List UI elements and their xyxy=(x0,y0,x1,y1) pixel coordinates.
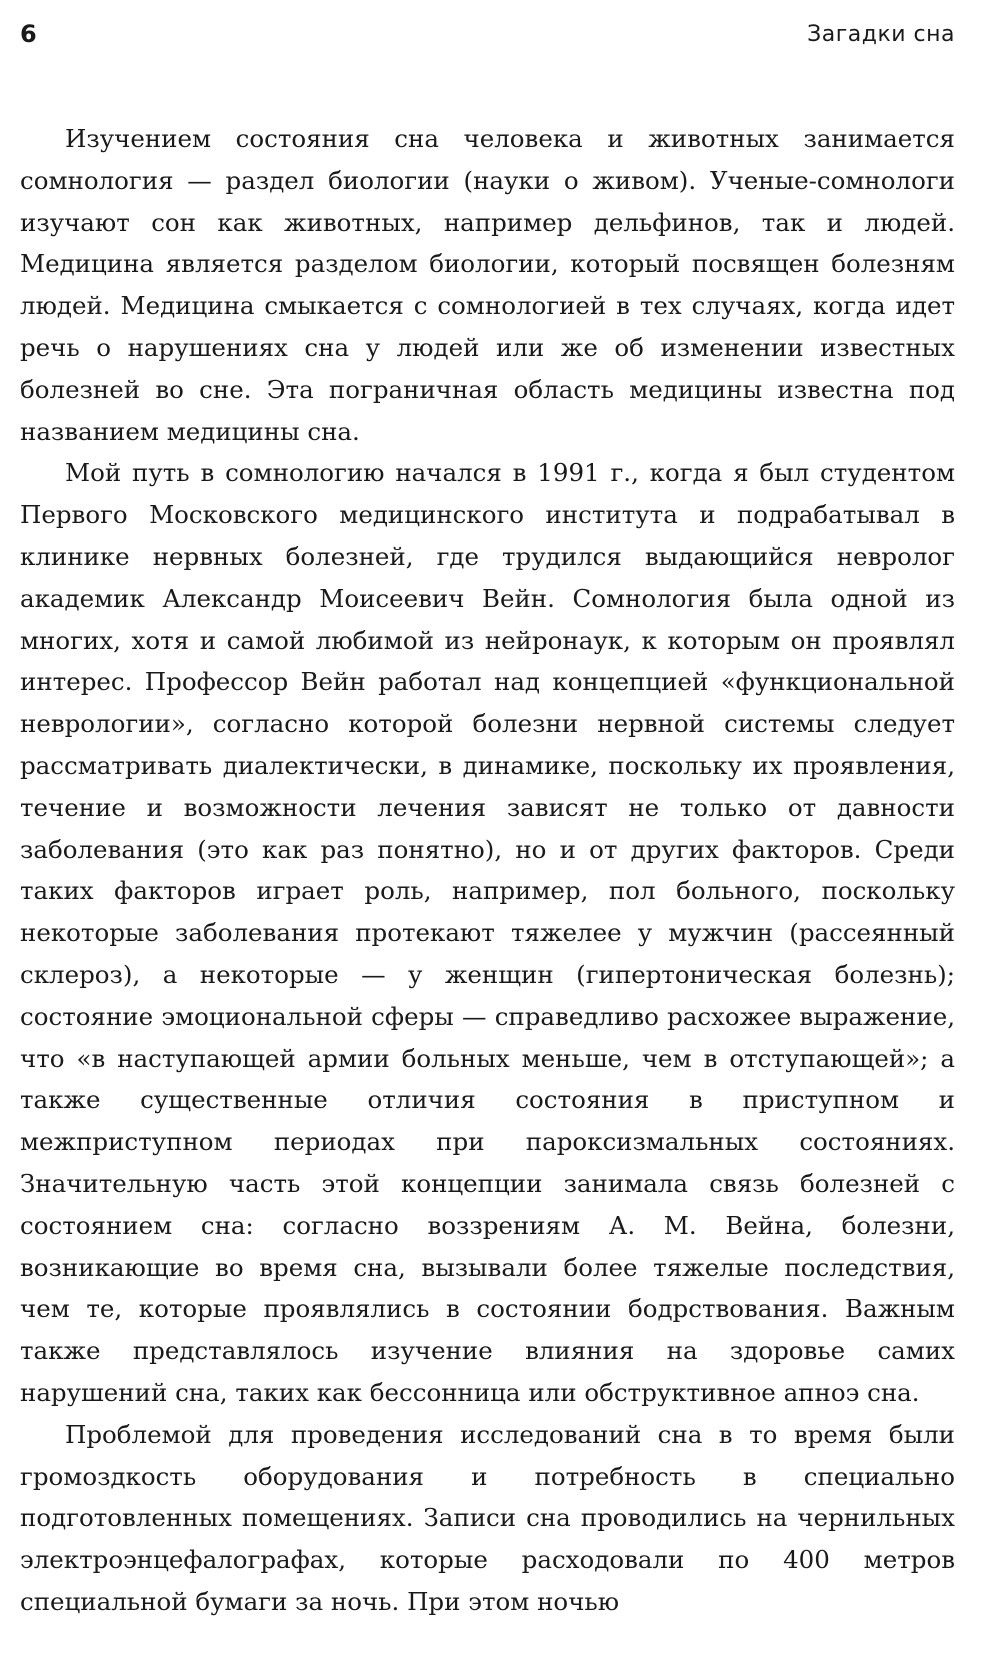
paragraph: Мой путь в сомнологию начался в 1991 г., когда я был студентом Первого Московского медицинского института и подрабатывал в клинике нервных болезней, где трудился выдающийся невролог академик Александр Моисеевич Вейн. Сомнология была одной из многих, хотя и самой любимой из нейронаук, к которым он проявлял интерес. Профессор Вейн работал над концепцией «функциональной неврологии», согласно которой болезни нервной системы следует рассматривать диалектически, в динамике, поскольку их проявления, течение и возможности лечения зависят не только от давности заболевания (это как раз понятно), но и от других факторов. Среди таких факторов играет роль, например, пол больного, поскольку некоторые заболевания протекают тяжелее у мужчин (рассеянный склероз), а некоторые — у женщин (гипертоническая болезнь); состояние эмоциональной сферы — справедливо расхожее выражение, что «в наступающей армии больных меньше, чем в отступающей»; а также существенные отличия состояния в приступном и межприступном периодах при пароксизмальных состояниях. Значительную часть этой концепции занимала связь болезней с состоянием сна: согласно воззрениям А. М. Вейна, болезни, возникающие во время сна, вызывали более тяжелые последствия, чем те, которые проявлялись в состоянии бодрствования. Важным также представлялось изучение влияния на здоровье самих нарушений сна, таких как бессонница или обструктивное апноэ сна. xyxy=(20,458,955,1407)
body-text xyxy=(20,118,955,1623)
paragraph: Проблемой для проведения исследований сна в то время были громоздкость оборудования и потребность в специально подготовленных помещениях. Записи сна проводились на чернильных электроэнцефалографах, которые расходовали по 400 метров специальной бумаги за ночь. При этом ночью xyxy=(20,1419,955,1616)
paragraph: Изучением состояния сна человека и животных занимается сомнология — раздел биологии (науки о живом). Ученые-сомнологи изучают сон как животных, например дельфинов, так и людей. Медицина является разделом биологии, который посвящен болезням людей. Медицина смыкается с сомнологией в тех случаях, когда идет речь о нарушениях сна у людей или же об изменении известных болезней во сне. Эта пограничная область медицины известна под названием медицины сна. xyxy=(20,124,955,446)
running-header xyxy=(20,14,955,54)
page-number: 6 xyxy=(20,20,37,48)
running-title: Загадки сна xyxy=(807,21,955,47)
